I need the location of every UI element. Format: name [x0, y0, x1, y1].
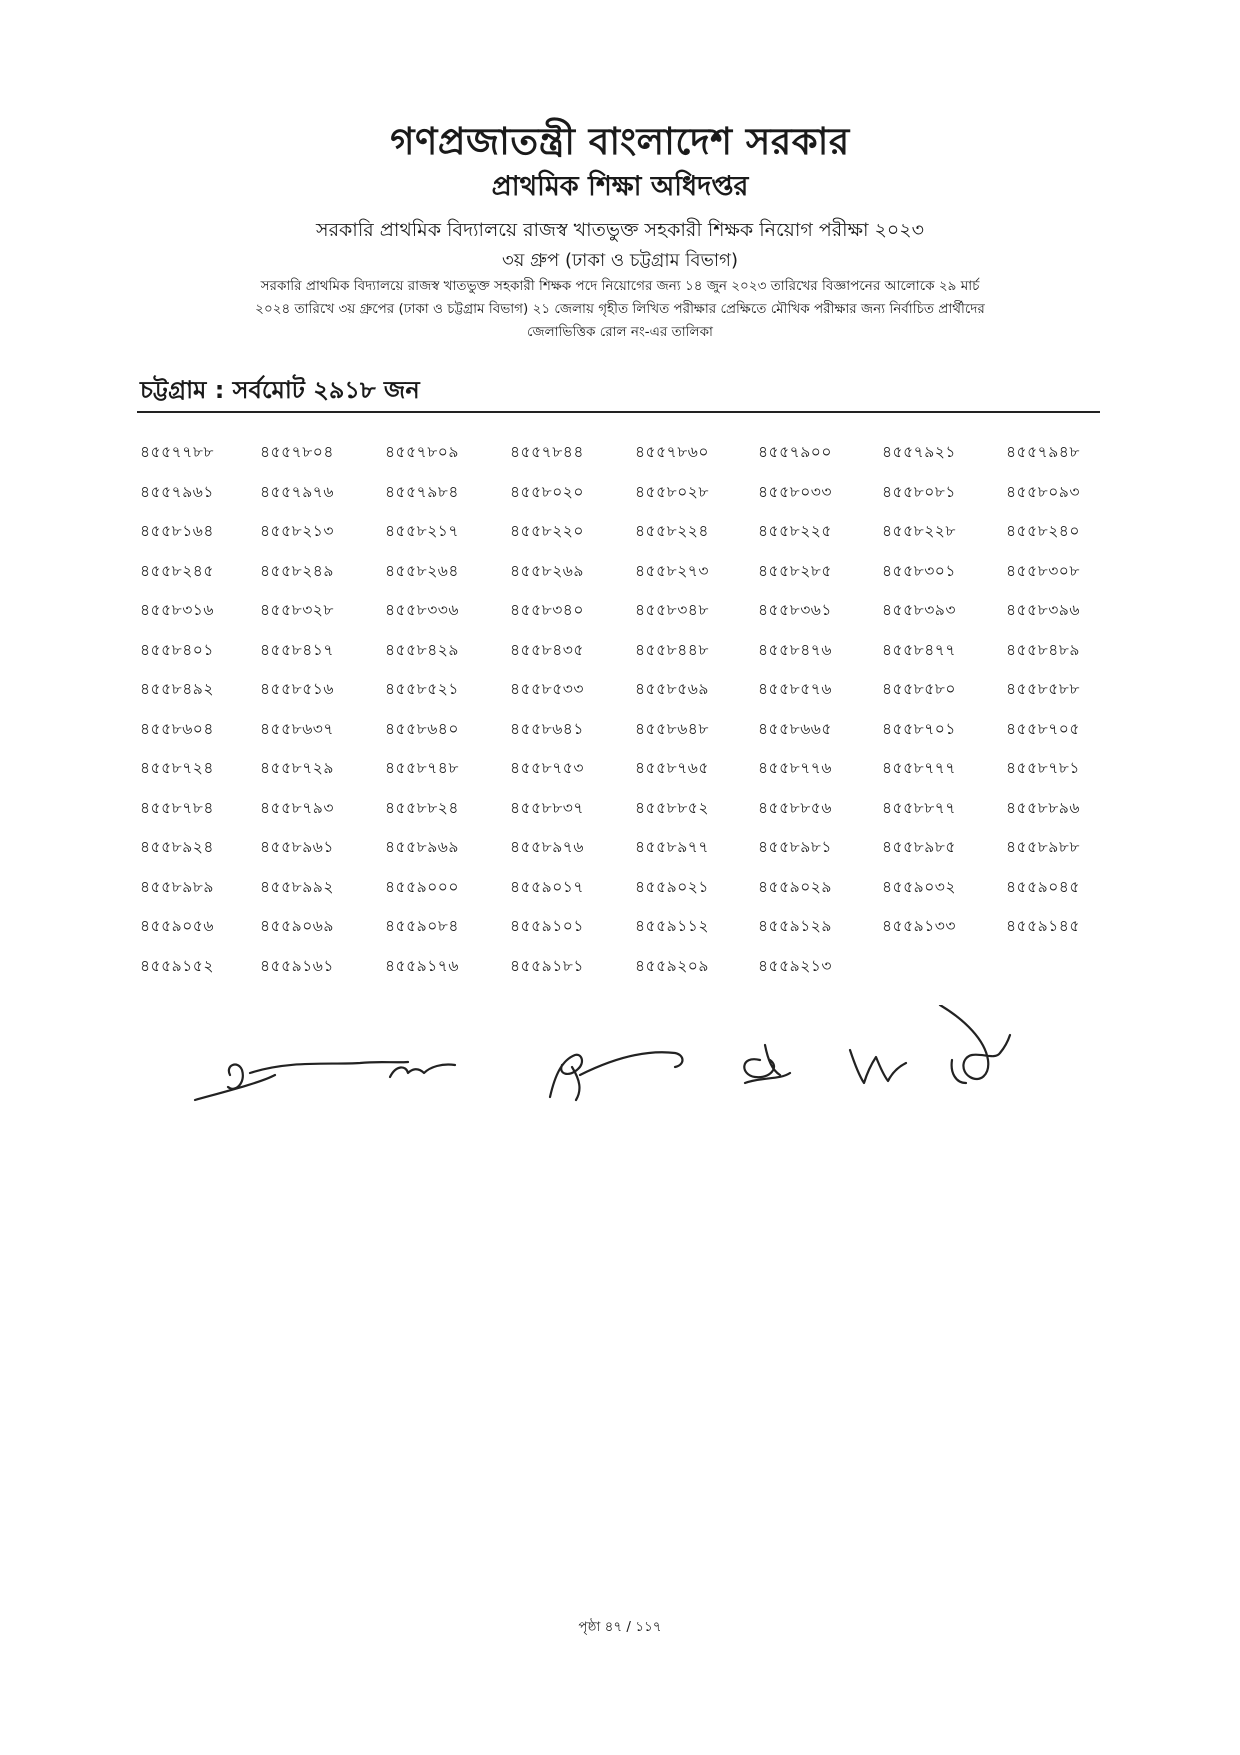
roll-row: [140, 717, 1100, 757]
roll-number: ৪৫৫৮৭২৪: [140, 759, 214, 777]
signature-2: [390, 1064, 455, 1077]
roll-number: ৪৫৫৮৭৬৫: [635, 759, 709, 777]
notice-description: [130, 275, 1110, 344]
roll-number: ৪৫৫৮৫৩৩: [510, 680, 584, 698]
roll-row: [140, 914, 1100, 954]
roll-number: ৪৫৫৮৩৩৬: [385, 601, 459, 619]
roll-number: ৪৫৫৭৭৮৮: [140, 443, 214, 461]
district-total-heading: চট্টগ্রাম : সর্বমোট ২৯১৮ জন: [140, 376, 420, 404]
roll-number: ৪৫৫৮৪২৯: [385, 640, 459, 659]
roll-number: ৪৫৫৮৮৩৭: [510, 798, 584, 817]
roll-number: ৪৫৫৯০১৭: [510, 877, 584, 896]
roll-number: ৪৫৫৮২১৭: [385, 522, 459, 540]
roll-number: ৪৫৫৯০২১: [635, 877, 709, 896]
signature-4: [744, 1045, 790, 1083]
roll-number: ৪৫৫৮৪৪৮: [635, 640, 709, 659]
roll-row: [140, 480, 1100, 520]
roll-number: ৪৫৫৮৬৩৭: [260, 719, 334, 738]
roll-number: ৪৫৫৯১৪৫: [1006, 917, 1080, 935]
roll-row: [140, 875, 1100, 915]
roll-number: ৪৫৫৮২২৫: [758, 522, 832, 540]
roll-number: ৪৫৫৭৮৬০: [635, 443, 709, 461]
roll-number: ৪৫৫৮৮৯৬: [1006, 798, 1080, 817]
roll-number: ৪৫৫৯০৪৫: [1006, 877, 1080, 896]
roll-number: ৪৫৫৮৬৬৫: [758, 719, 832, 738]
roll-number: ৪৫৫৯০২৯: [758, 877, 832, 896]
roll-number: ৪৫৫৮৯২৪: [140, 838, 214, 856]
roll-number: ৪৫৫৮৪১৭: [260, 640, 334, 659]
roll-number: ৪৫৫৮৫৬৯: [635, 680, 709, 698]
roll-row: [140, 835, 1100, 875]
signature-5: [850, 1050, 906, 1083]
roll-number: ৪৫৫৮৭৪৮: [385, 759, 459, 777]
divider: [137, 411, 1100, 413]
roll-number: ৪৫৫৮৯৬১: [260, 838, 334, 856]
roll-number: ৪৫৫৮০৩৩: [758, 482, 832, 501]
roll-number: ৪৫৫৮০৮১: [882, 482, 956, 501]
roll-number: ৪৫৫৯০৫৬: [140, 917, 214, 935]
roll-number: ৪৫৫৯১৭৬: [385, 956, 459, 975]
roll-number: ৪৫৫৯১৬১: [260, 956, 334, 975]
roll-number: ৪৫৫৮৯৯২: [260, 877, 334, 896]
roll-number: ৪৫৫৮৩১৬: [140, 601, 214, 619]
description-line: সরকারি প্রাথমিক বিদ্যালয়ে রাজস্ব খাতভুক্ত সহকারী শিক্ষক পদে নিয়োগের জন্য ১৪ জুন ২০২৩ তারিখের বিজ্ঞাপনের আলোকে ২৯ মার্চ: [260, 278, 980, 294]
roll-number: ৪৫৫৮০৯৩: [1006, 482, 1080, 501]
roll-number: ৪৫৫৯১৩৩: [882, 917, 956, 935]
roll-row: [140, 796, 1100, 836]
roll-number: ৪৫৫৮৩০৮: [1006, 561, 1080, 580]
roll-number: ৪৫৫৮৪৮৯: [1006, 640, 1080, 659]
roll-number: ৪৫৫৭৮০৯: [385, 443, 459, 461]
description-line: ২০২৪ তারিখে ৩য় গ্রুপের (ঢাকা ও চট্টগ্রাম বিভাগ) ২১ জেলায় গৃহীত লিখিত পরীক্ষার প্রেক্ষিতে মৌখিক পরীক্ষার জন্য নির্বাচিত প্রার্থীদের: [255, 301, 985, 317]
roll-row: [140, 638, 1100, 678]
group-title: ৩য় গ্রুপ (ঢাকা ও চট্টগ্রাম বিভাগ): [502, 250, 738, 271]
roll-number: ৪৫৫৮২৪৫: [140, 561, 214, 580]
roll-number: ৪৫৫৯২০৯: [635, 956, 709, 975]
roll-number: ৪৫৫৯০৮৪: [385, 917, 459, 935]
roll-number: ৪৫৫৮২১৩: [260, 522, 334, 540]
roll-number: ৪৫৫৭৯০০: [758, 443, 832, 461]
roll-number: ৪৫৫৮৭৮১: [1006, 759, 1080, 777]
description-line: জেলাভিত্তিক রোল নং-এর তালিকা: [527, 324, 713, 340]
roll-number: ৪৫৫৮৩৪৮: [635, 601, 709, 619]
roll-number: ৪৫৫৮৮৫২: [635, 798, 709, 817]
signature-3: [550, 1052, 683, 1100]
roll-number: ৪৫৫৭৯৪৮: [1006, 443, 1080, 461]
roll-number: ৪৫৫৯১০১: [510, 917, 584, 935]
roll-number: ৪৫৫৮৩৯৬: [1006, 601, 1080, 619]
roll-number: ৪৫৫৮৭০৫: [1006, 719, 1080, 738]
roll-number: ৪৫৫৮৩২৮: [260, 601, 334, 619]
roll-number-grid: [140, 440, 1100, 993]
roll-row: [140, 677, 1100, 717]
roll-number: ৪৫৫৭৯৬১: [140, 482, 214, 501]
roll-number: ৪৫৫৯১৮১: [510, 956, 584, 975]
roll-number: ৪৫৫৮৭০১: [882, 719, 956, 738]
roll-number: ৪৫৫৮৭৭৬: [758, 759, 832, 777]
government-title: গণপ্রজাতন্ত্রী বাংলাদেশ সরকার: [390, 120, 850, 163]
roll-number: ৪৫৫৮৮৫৬: [758, 798, 832, 817]
roll-number: ৪৫৫৮২২৪: [635, 522, 709, 540]
roll-row: [140, 598, 1100, 638]
roll-number: ৪৫৫৮৯৮৫: [882, 838, 956, 856]
roll-number: ৪৫৫৮৩৬১: [758, 601, 832, 619]
roll-number: ৪৫৫৯১১২: [635, 917, 709, 935]
roll-number: ৪৫৫৮১৬৪: [140, 522, 214, 540]
roll-number: ৪৫৫৮৫১৬: [260, 680, 334, 698]
roll-row: [140, 756, 1100, 796]
roll-number: ৪৫৫৯০৬৯: [260, 917, 334, 935]
roll-number: ৪৫৫৮২৪০: [1006, 522, 1080, 540]
roll-number: ৪৫৫৮৪৩৫: [510, 640, 584, 659]
roll-number: ৪৫৫৮৮৭৭: [882, 798, 956, 817]
roll-number: ৪৫৫৮৫৮০: [882, 680, 956, 698]
roll-number: ৪৫৫৮৫২১: [385, 680, 459, 698]
roll-number: ৪৫৫৮৬৪০: [385, 719, 459, 738]
roll-number: ৪৫৫৮৭৫৩: [510, 759, 584, 777]
roll-number: ৪৫৫৮৪৯২: [140, 680, 214, 698]
roll-number: ৪৫৫৮৫৭৬: [758, 680, 832, 698]
roll-number: ৪৫৫৮০২০: [510, 482, 584, 501]
roll-number: ৪৫৫৭৯৭৬: [260, 482, 334, 501]
roll-row: [140, 559, 1100, 599]
roll-number: ৪৫৫৭৯৮৪: [385, 482, 459, 501]
roll-number: ৪৫৫৭৮০৪: [260, 443, 334, 461]
roll-number: ৪৫৫৮২৪৯: [260, 561, 334, 580]
roll-number: ৪৫৫৭৮৪৪: [510, 443, 584, 461]
roll-number: ৪৫৫৯১৫২: [140, 956, 214, 975]
roll-number: ৪৫৫৮২২০: [510, 522, 584, 540]
roll-number: ৪৫৫৮০২৮: [635, 482, 709, 501]
roll-row: [140, 954, 1100, 994]
roll-number: ৪৫৫৮৯৮৯: [140, 877, 214, 896]
roll-number: ৪৫৫৮৭৭৭: [882, 759, 956, 777]
roll-number: ৪৫৫৮৭২৯: [260, 759, 334, 777]
roll-number: ৪৫৫৮৫৮৮: [1006, 680, 1080, 698]
roll-number: ৪৫৫৮৭৮৪: [140, 798, 214, 817]
roll-number: ৪৫৫৯০০০: [385, 877, 459, 896]
roll-row: [140, 440, 1100, 480]
signatures: [180, 1005, 1040, 1115]
directorate-title: প্রাথমিক শিক্ষা অধিদপ্তর: [491, 171, 749, 202]
roll-number: ৪৫৫৮৩৯৩: [882, 601, 956, 619]
roll-number: ৪৫৫৮৬০৪: [140, 719, 214, 738]
roll-number: ৪৫৫৮২২৮: [882, 522, 956, 540]
roll-number: ৪৫৫৮৪৭৭: [882, 640, 956, 659]
roll-number: ৪৫৫৮২৭৩: [635, 561, 709, 580]
signature-1: [195, 1062, 408, 1100]
roll-number: ৪৫৫৮২৬৪: [385, 561, 459, 580]
roll-number: ৪৫৫৮২৮৫: [758, 561, 832, 580]
roll-number: ৪৫৫৮৩০১: [882, 561, 956, 580]
signature-6: [940, 1005, 1010, 1083]
roll-number: ৪৫৫৮৮২৪: [385, 798, 459, 817]
roll-number: ৪৫৫৮৬৪৮: [635, 719, 709, 738]
roll-number: ৪৫৫৮৯৮৮: [1006, 838, 1080, 856]
roll-number: ৪৫৫৮২৬৯: [510, 561, 584, 580]
roll-number: ৪৫৫৮৯৭৭: [635, 838, 709, 856]
roll-number: ৪৫৫৮৯৬৯: [385, 838, 459, 856]
roll-number: ৪৫৫৯১২৯: [758, 917, 832, 935]
exam-title: সরকারি প্রাথমিক বিদ্যালয়ে রাজস্ব খাতভুক্ত সহকারী শিক্ষক নিয়োগ পরীক্ষা ২০২৩: [316, 219, 924, 241]
roll-number: ৪৫৫৮৯৮১: [758, 838, 832, 856]
roll-number: ৪৫৫৭৯২১: [882, 443, 956, 461]
roll-number: ৪৫৫৮৭৯৩: [260, 798, 334, 817]
roll-number: ৪৫৫৯২১৩: [758, 956, 832, 975]
roll-number: ৪৫৫৮৩৪০: [510, 601, 584, 619]
roll-number: ৪৫৫৮৬৪১: [510, 719, 584, 738]
roll-number: ৪৫৫৯০৩২: [882, 877, 956, 896]
roll-row: [140, 519, 1100, 559]
roll-number: ৪৫৫৮৪৭৬: [758, 640, 832, 659]
roll-number: ৪৫৫৮৯৭৬: [510, 838, 584, 856]
roll-number: ৪৫৫৮৪০১: [140, 640, 214, 659]
page-number: পৃষ্ঠা ৪৭ / ১১৭: [578, 1619, 662, 1635]
